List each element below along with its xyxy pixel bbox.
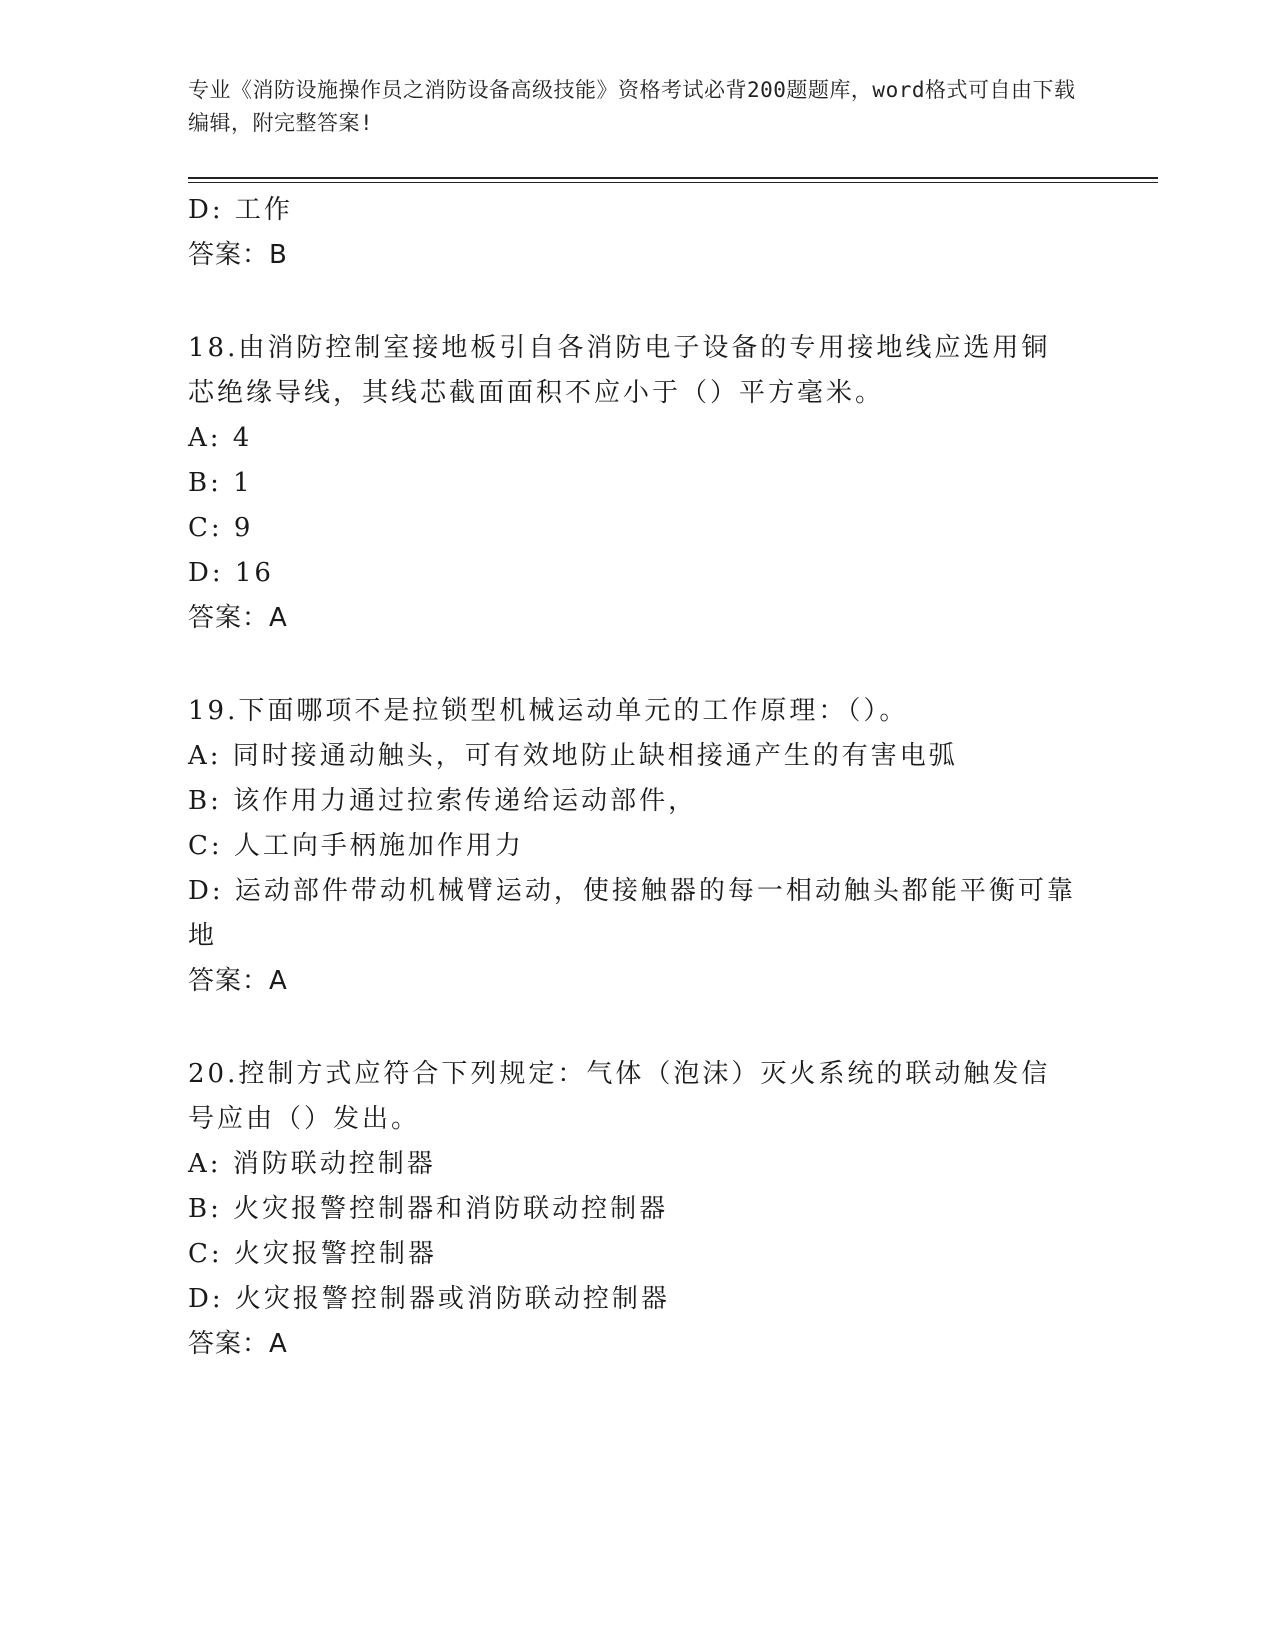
document-body bbox=[188, 188, 1088, 1367]
option-c: C: 9 bbox=[188, 513, 254, 543]
answer: 答案：B bbox=[188, 240, 288, 270]
question-18 bbox=[188, 326, 1088, 641]
option-d: D: 火灾报警控制器或消防联动控制器 bbox=[188, 1284, 670, 1314]
question-19 bbox=[188, 689, 1088, 1004]
option-b: B: 火灾报警控制器和消防联动控制器 bbox=[188, 1194, 669, 1224]
option-b: B: 1 bbox=[188, 468, 253, 498]
question-20 bbox=[188, 1052, 1088, 1367]
answer: 答案：A bbox=[188, 966, 288, 996]
answer: 答案：A bbox=[188, 603, 288, 633]
option-a: A: 4 bbox=[188, 423, 253, 453]
header-rule-thin bbox=[188, 182, 1158, 183]
question-text: 18.由消防控制室接地板引自各消防电子设备的专用接地线应选用铜芯绝缘导线，其线芯截面面积不应小于（）平方毫米。 bbox=[188, 333, 1051, 408]
question-text: 19.下面哪项不是拉锁型机械运动单元的工作原理：（）。 bbox=[188, 696, 909, 726]
option-d: D: 16 bbox=[188, 558, 274, 588]
answer: 答案：A bbox=[188, 1329, 288, 1359]
question-text: 20.控制方式应符合下列规定：气体（泡沫）灭火系统的联动触发信号应由（）发出。 bbox=[188, 1059, 1051, 1134]
page-header: 专业《消防设施操作员之消防设备高级技能》资格考试必背200题题库，word格式可自由下载编辑，附完整答案! bbox=[188, 78, 1076, 135]
header-rule bbox=[188, 177, 1158, 179]
option-a: A: 同时接通动触头，可有效地防止缺相接通产生的有害电弧 bbox=[188, 741, 958, 771]
option-c: C: 人工向手柄施加作用力 bbox=[188, 831, 524, 861]
option-b: B: 该作用力通过拉索传递给运动部件， bbox=[188, 786, 698, 816]
option-d: D: 工作 bbox=[188, 195, 293, 225]
option-d: D: 运动部件带动机械臂运动，使接触器的每一相动触头都能平衡可靠地 bbox=[188, 876, 1076, 951]
option-a: A: 消防联动控制器 bbox=[188, 1149, 436, 1179]
option-c: C: 火灾报警控制器 bbox=[188, 1239, 437, 1269]
